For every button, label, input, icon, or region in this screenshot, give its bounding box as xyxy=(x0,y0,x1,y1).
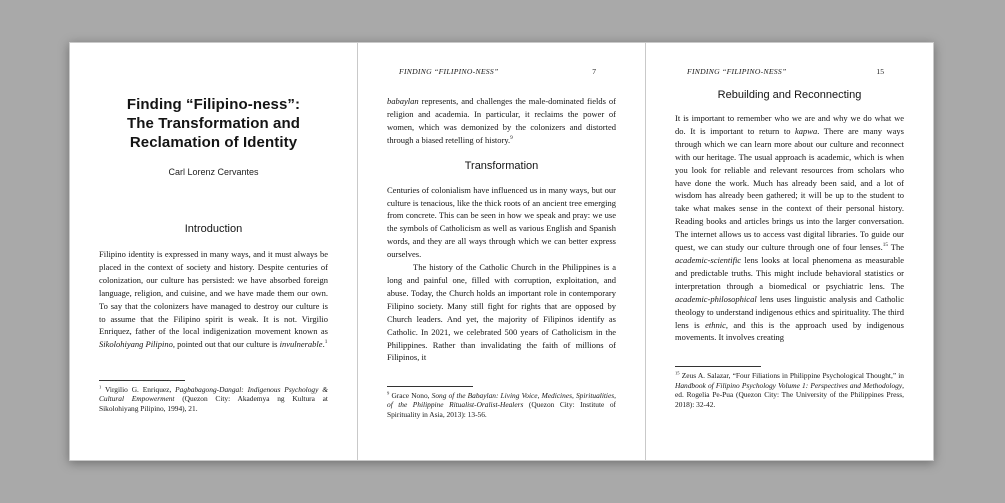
paragraph-colonialism: Centuries of colonialism have influenced us in many ways, but our culture is tenacious, like the thick roots of an ancient tree emerging from concrete. This can be seen in how we speak and pray: we use the symbols of Catholicism as well as various English and Spanish words, and they are all ways through which we can better express ourselves. xyxy=(387,184,616,260)
section-heading-rebuilding: Rebuilding and Reconnecting xyxy=(717,89,862,101)
paragraph-babaylan: babaylan represents, and challenges the male-dominated fields of religion and academia. In particular, it reclaims the power of women, which was demonized by the colonizers and distorted through a biased retelling of history.$^9$ xyxy=(387,96,616,145)
footnote-text-1: $^1$ Virgilio G. Enriquez, Pagbabagong-Dangal: Indigenous Psychology & Cultural Empowerment (Quezon City: Akademya ng Kultura at Sikolohiyang Pilipino, 1994), 21. xyxy=(99,384,328,414)
section-heading-introduction: Introduction xyxy=(184,223,243,235)
footnote-rule xyxy=(675,366,761,367)
running-header-title: FINDING “FILIPINO-NESS” xyxy=(399,67,499,76)
section-heading-transformation: Transformation xyxy=(464,159,539,172)
page-title-page xyxy=(69,42,358,461)
footnote-text-9: $^9$ Grace Nono, Song of the Babaylan: Living Voice, Medicines, Spiritualities, of the Philippine Ritualist-Oralist-Healers (Quezon City: Institute of Spirituality in Asia, 2013): 13-56. xyxy=(387,390,616,420)
footnote-area xyxy=(387,386,616,420)
book-spread xyxy=(69,42,934,461)
running-header xyxy=(387,67,616,76)
author-name: Carl Lorenz Cervantes xyxy=(168,167,259,177)
footnote-area xyxy=(99,380,328,414)
footnote-area xyxy=(675,366,904,410)
footnote-rule xyxy=(387,386,473,387)
book-title-line-2: The Transformation and xyxy=(126,115,301,132)
book-title-line-3: Reclamation of Identity xyxy=(129,134,298,151)
book-title-line-1: Finding “Filipino-ness”: xyxy=(126,96,301,113)
page-number: 7 xyxy=(592,67,596,76)
footnote-rule xyxy=(99,380,185,381)
page-15 xyxy=(645,42,934,461)
running-header-title: FINDING “FILIPINO-NESS” xyxy=(687,67,787,76)
page-number: 15 xyxy=(876,67,884,76)
footnote-text-15: $^{15}$ Zeus A. Salazar, “Four Filiations in Philippine Psychological Thought,” in Handbook of Filipino Psychology Volume 1: Perspectives and Methodology, ed. Rogelia Pe-Pua (Quezon City: The University of the Philippines Press, 2018): 32-42. xyxy=(675,370,904,410)
paragraph-rebuilding: It is important to remember who we are and why we do what we do. It is important to return to kapwa. There are many ways through which we can learn more about our culture and reconnect with our heritage. The usual approach is academic, which is when you look for reliable and relevant resources from scholars who have done the work. Much has already been said, and a lot of wisdom has already been gathered; it will be up to the student to take what makes sense in the context of their personal history. Reading books and articles brings us into the larger conversation. The internet allows us to access vast digital libraries. To guide our quest, we can study our culture through one of four lenses.$^{15}$ The academic-scientific lens looks at local phenomena as measurable and predictable truths. This might include behavioral statistics or interpretation through a biomedical or psychiatric lens. The academic-philosophical lens uses linguistic analysis and Catholic theology to understand indigenous ethics and spirituality. The third lens is ethnic, and this is the approach used by indigenous movements. It involves creating xyxy=(675,113,905,343)
paragraph-introduction: Filipino identity is expressed in many ways, and it must always be placed in the context of society and history. Despite centuries of colonization, our culture has persisted: we have absorbed foreign language, religion, and cuisine, and we have made them our own. To say that the colonizers have managed to destroy our culture is to assume that the Filipino spirit is weak. It is not. Virgilio Enriquez, father of the local indigenization movement known as Sikolohiyang Pilipino, pointed out that our culture is invulnerable.$^1$ xyxy=(99,249,328,350)
paragraph-catholic-church: The history of the Catholic Church in the Philippines is a long and painful one, filled with corruption, exploitation, and abuse. Today, the Church holds an important role in contemporary Filipino society. Many still fight for rights that are opposed by Church leaders. And yet, the majority of Filipinos identify as Catholic. In 2021, we celebrated 500 years of Catholicism in the Philippines. Rather than invalidating the faith of millions of Filipinos, it xyxy=(387,262,616,363)
page-7 xyxy=(357,42,646,461)
book-title xyxy=(99,95,328,152)
running-header xyxy=(675,67,904,76)
